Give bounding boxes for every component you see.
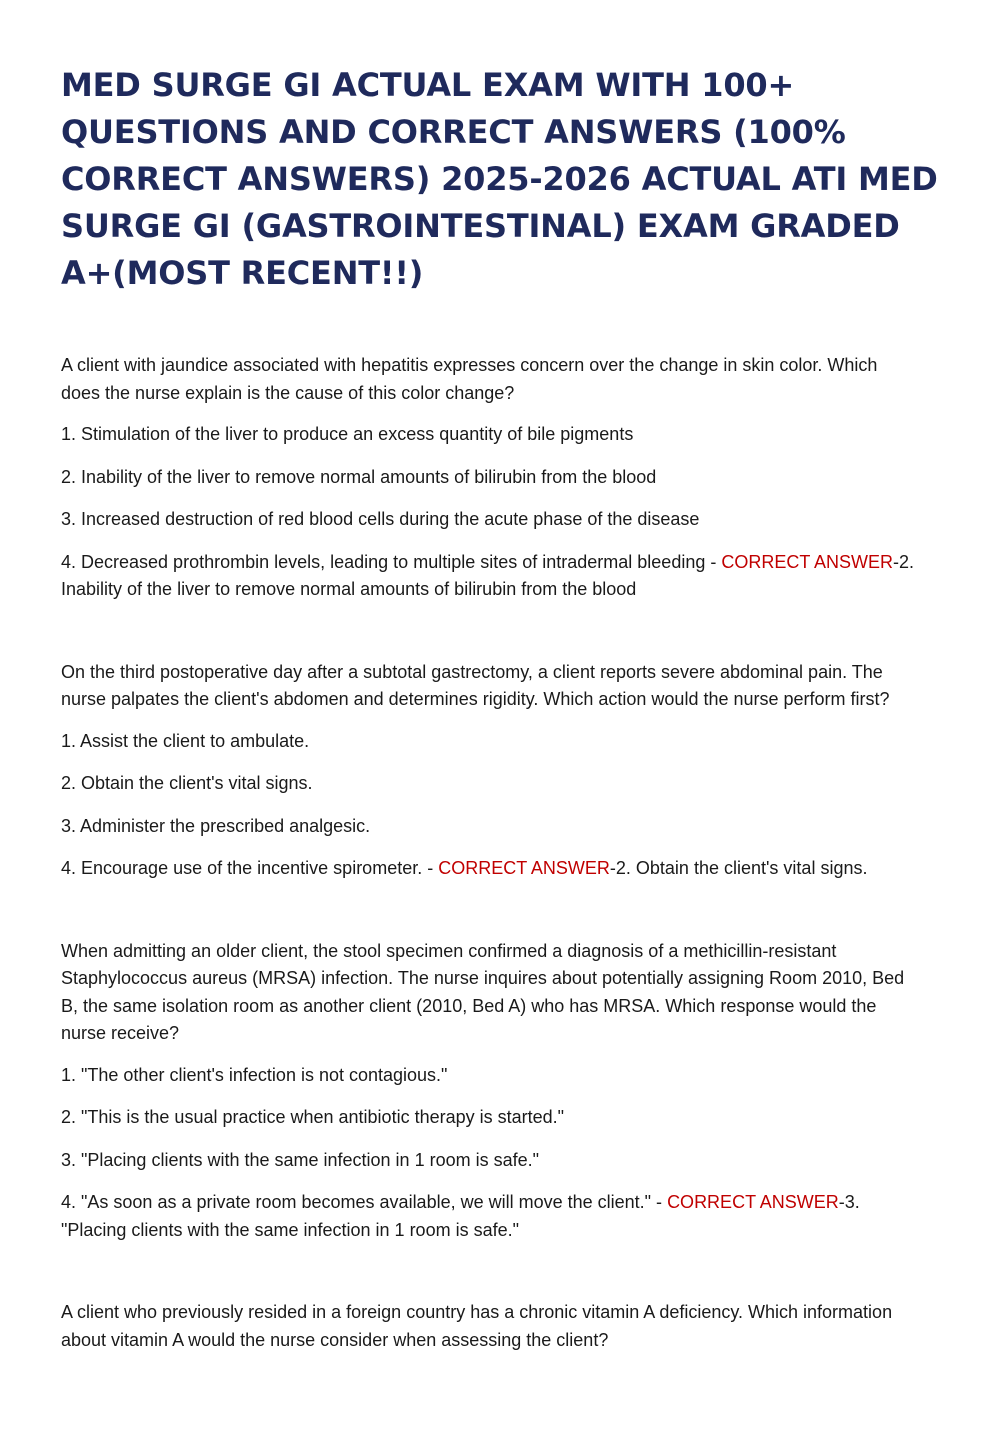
correct-answer-text: -2. Obtain the client's vital signs.	[609, 858, 868, 878]
document-page	[61, 62, 938, 1368]
answer-option-with-correct-answer	[61, 549, 921, 604]
question-text: A client who previously resided in a foreign country has a chronic vitamin A deficiency. Which information about vitamin A would the nurse consider when assessing the client?	[61, 1302, 893, 1350]
question-text: On the third postoperative day after a subtotal gastrectomy, a client reports severe abdominal pain. The nurse palpates the client's abdomen and determines rigidity. Which action would the nurse perform first?	[61, 661, 890, 709]
correct-answer-text: -2. Inability of the liver to remove normal amounts of bilirubin from the blood	[61, 551, 915, 599]
document-title	[61, 62, 938, 297]
answer-option: 3. Administer the prescribed analgesic.	[61, 815, 371, 836]
title-line-4: SURGE GI (GASTROINTESTINAL) EXAM GRADED	[61, 207, 900, 245]
answer-option-with-correct-answer	[61, 1189, 921, 1244]
question-1	[61, 352, 921, 604]
correct-answer-text: -3. "Placing clients with the same infection in 1 room is safe."	[61, 1192, 860, 1240]
question-3	[61, 938, 921, 1245]
answer-option-text: 4. "As soon as a private room becomes available, we will move the client." -	[61, 1192, 668, 1212]
answer-option: 3. Increased destruction of red blood cells during the acute phase of the disease	[61, 509, 700, 529]
answer-option: 2. "This is the usual practice when antibiotic therapy is started."	[61, 1107, 565, 1127]
title-line-1: MED SURGE GI ACTUAL EXAM WITH 100+	[61, 66, 795, 104]
answer-option-with-correct-answer	[61, 855, 921, 883]
answer-option: 2. Obtain the client's vital signs.	[61, 773, 313, 793]
title-line-3: CORRECT ANSWERS) 2025-2026 ACTUAL ATI MED	[61, 160, 938, 198]
title-line-2: QUESTIONS AND CORRECT ANSWERS (100%	[61, 113, 846, 151]
question-2	[61, 659, 921, 883]
question-text: A client with jaundice associated with hepatitis expresses concern over the change in skin color. Which does the nurse explain is the cause of this color change?	[61, 355, 878, 403]
title-line-5: A+(MOST RECENT!!)	[61, 254, 424, 292]
answer-option-text: 4. Decreased prothrombin levels, leading to multiple sites of intradermal bleeding -	[61, 551, 722, 572]
question-text: When admitting an older client, the stool specimen confirmed a diagnosis of a methicillin-resistant Staphylococcus aureus (MRSA) infection. The nurse inquires about potentially assigning Room 2010, Bed B, the same isolation room as another client (2010, Bed A) who has MRSA. Which response would the nurse receive?	[61, 940, 905, 1043]
answer-option: 3. "Placing clients with the same infection in 1 room is safe."	[61, 1149, 540, 1170]
answer-option: 1. Stimulation of the liver to produce an excess quantity of bile pigments	[61, 424, 634, 444]
answer-option: 2. Inability of the liver to remove normal amounts of bilirubin from the blood	[61, 466, 657, 487]
answer-option: 1. Assist the client to ambulate.	[61, 730, 310, 751]
correct-answer-label: CORRECT ANSWER	[438, 858, 610, 878]
answer-option: 1. "The other client's infection is not contagious."	[61, 1064, 448, 1085]
correct-answer-label: CORRECT ANSWER	[667, 1192, 839, 1212]
question-4	[61, 1299, 921, 1354]
correct-answer-label: CORRECT ANSWER	[721, 551, 894, 572]
answer-option-text: 4. Encourage use of the incentive spirometer. -	[61, 858, 439, 878]
